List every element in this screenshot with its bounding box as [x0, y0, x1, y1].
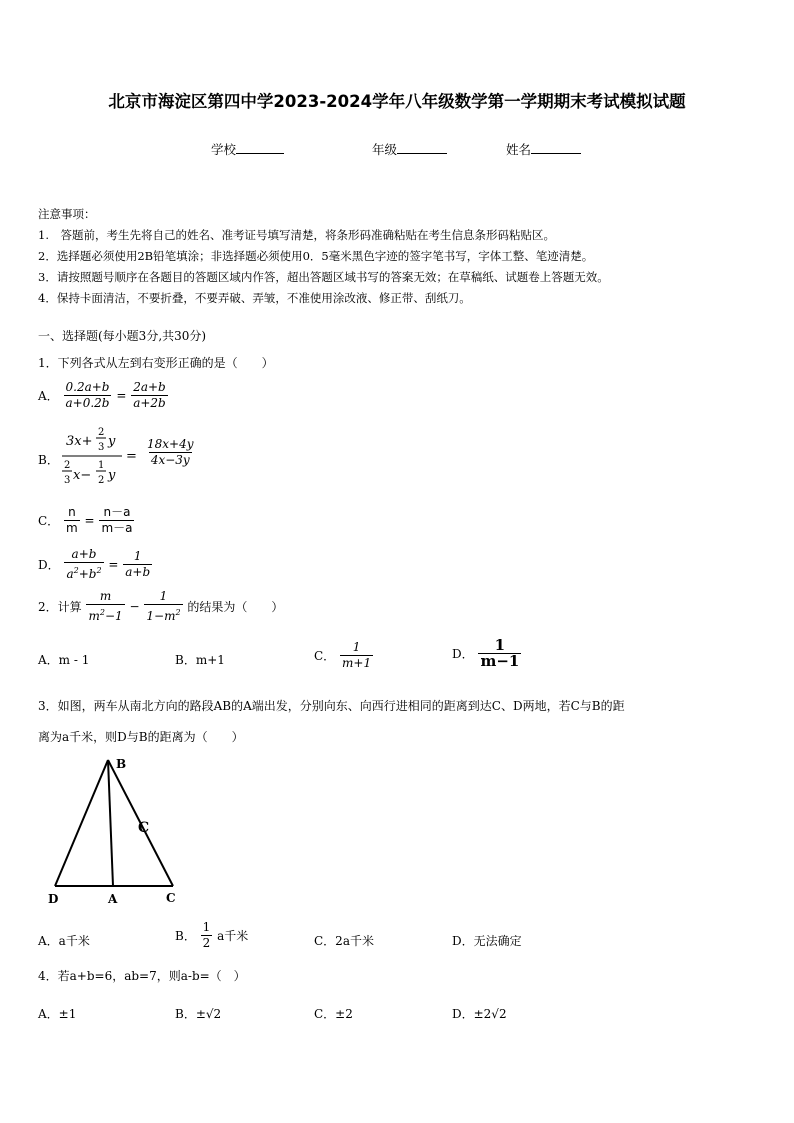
q1-option-c[interactable]: [38, 505, 135, 536]
label-b: B: [116, 757, 127, 771]
compound-fraction: [60, 423, 220, 499]
svg-text:y: y: [108, 468, 116, 483]
name-label: 姓名: [506, 142, 532, 157]
svg-text:x−: x−: [73, 468, 92, 483]
section-heading: 一、选择题(每小题3分,共30分): [38, 329, 207, 343]
q2-option-b[interactable]: B．m+1: [175, 653, 225, 667]
notes-block: [38, 204, 609, 309]
fraction: $\frac{1}{m+1}$: [342, 640, 372, 670]
grade-field[interactable]: [372, 140, 447, 158]
option-label: D．: [38, 558, 60, 572]
school-blank[interactable]: [236, 141, 284, 154]
svg-text:1: 1: [98, 460, 105, 471]
equals-sign: =: [108, 557, 119, 572]
q3-option-a[interactable]: A．a千米: [38, 934, 90, 948]
label-c-mid: C: [138, 820, 150, 836]
grade-blank[interactable]: [397, 141, 447, 154]
q4-stem: 4．若a+b=6，ab=7，则a-b=（ ）: [38, 969, 246, 983]
triangle-figure: [40, 750, 200, 915]
q1-option-d[interactable]: [38, 547, 153, 582]
note-item: 2．选择题必须使用2B铅笔填涂；非选择题必须使用0．5毫米黑色字迹的签字笔书写，字体工整、笔迹清楚。: [38, 249, 594, 263]
option-label: A．: [38, 389, 59, 403]
page-title: 北京市海淀区第四中学2023-2024学年八年级数学第一学期期末考试模拟试题: [108, 92, 686, 111]
fraction: $\frac{a+b}{a^2+b^2}$: [66, 547, 102, 581]
equals-sign: =: [116, 388, 127, 403]
fraction: $\frac{1}{2}$: [202, 920, 211, 950]
q4-option-d[interactable]: D．±2√2: [452, 1007, 507, 1021]
fraction: $\frac{2a+b}{a+2b}$: [133, 380, 166, 410]
q3-option-d[interactable]: D．无法确定: [452, 934, 522, 948]
name-field[interactable]: [506, 140, 581, 158]
svg-text:=: =: [126, 449, 137, 464]
q3-line2: 离为a千米，则D与B的距离为（ ）: [38, 730, 244, 744]
q2-option-d[interactable]: D． $\frac{1}{m-1}$: [452, 636, 520, 670]
fraction: $\frac{0.2a+b}{a+0.2b}$: [65, 380, 110, 410]
q2-option-c[interactable]: C． $\frac{1}{m+1}$: [314, 640, 372, 670]
svg-text:y: y: [108, 434, 116, 449]
q3-line1: 3．如图，两车从南北方向的路段AB的A端出发，分别向东、向西行进相同的距离到达C、D两地，若C与B的距: [38, 699, 625, 713]
fraction: $\frac{1}{1-m^2}$: [146, 589, 181, 623]
q1-option-a[interactable]: [38, 380, 169, 411]
svg-text:2: 2: [98, 427, 105, 438]
q3-option-b[interactable]: B． $\frac{1}{2}$ a千米: [175, 920, 249, 950]
label-c: C: [166, 891, 176, 905]
option-label: C．: [38, 514, 60, 528]
note-item: 1. 答题前，考生先将自己的姓名、准考证号填写清楚，将条形码准确粘贴在考生信息条形码粘贴区。: [38, 228, 555, 242]
svg-text:2: 2: [98, 475, 105, 486]
q3-option-c[interactable]: C．2a千米: [314, 934, 374, 948]
q4-option-b[interactable]: B．±√2: [175, 1007, 222, 1021]
fraction: $\frac{n-a}{m-a}$: [101, 505, 133, 535]
svg-text:3: 3: [64, 475, 71, 486]
fraction: $\frac{1}{a+b}$: [125, 549, 151, 579]
option-label: B．: [38, 453, 59, 467]
fraction: $\frac{n}{m}$: [66, 505, 78, 535]
name-blank[interactable]: [531, 141, 581, 154]
equals-sign: =: [84, 513, 95, 528]
notes-heading: 注意事项：: [38, 207, 96, 221]
school-field[interactable]: [211, 140, 284, 158]
q4-option-a[interactable]: A．±1: [38, 1007, 77, 1021]
q2-stem: 2．计算 $\frac{m}{m^2-1}$ − $\frac{1}{1-m^2}$ 的结果为（ ）: [38, 589, 284, 623]
q1-stem: 1．下列各式从左到右变形正确的是（ ）: [38, 356, 274, 370]
note-item: 3．请按照题号顺序在各题目的答题区域内作答，超出答题区域书写的答案无效；在草稿纸、试题卷上答题无效。: [38, 270, 609, 284]
q4-option-c[interactable]: C．±2: [314, 1007, 353, 1021]
svg-text:3: 3: [98, 442, 105, 453]
school-label: 学校: [211, 142, 237, 157]
q2-option-a[interactable]: A．m - 1: [38, 653, 90, 667]
fraction: $\frac{m}{m^2-1}$: [88, 589, 123, 623]
grade-label: 年级: [372, 142, 398, 157]
svg-text:2: 2: [64, 460, 71, 471]
note-item: 4．保持卡面清洁，不要折叠，不要弄破、弄皱，不准使用涂改液、修正带、刮纸刀。: [38, 291, 471, 305]
label-a: A: [108, 892, 118, 906]
label-d: D: [48, 892, 59, 906]
svg-text:3x+: 3x+: [66, 434, 93, 449]
fraction: $\frac{1}{m-1}$: [480, 636, 520, 670]
fraction: $\frac{18x+4y}{4x-3y}$: [147, 437, 194, 467]
